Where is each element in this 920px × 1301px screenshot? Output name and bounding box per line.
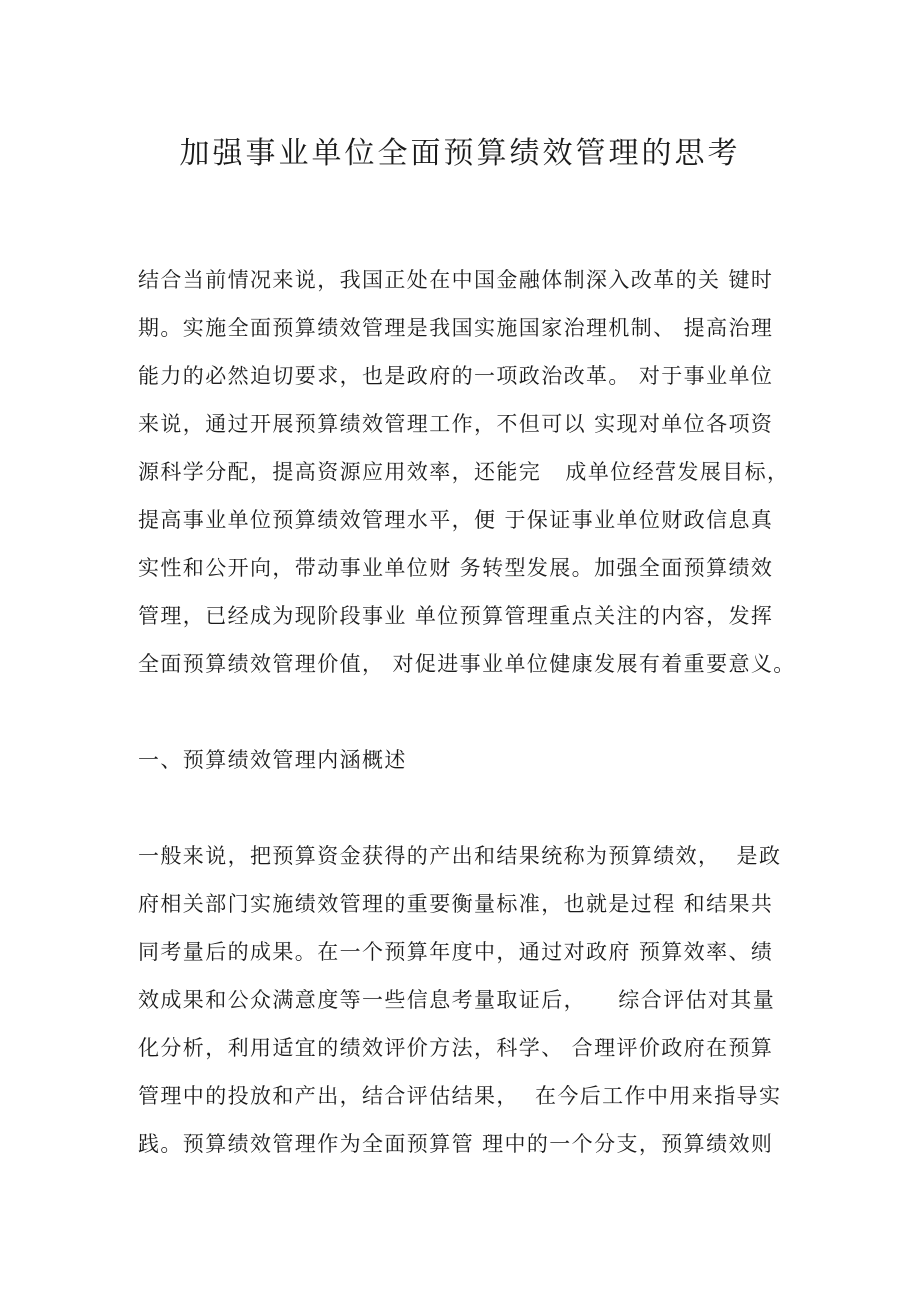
paragraph-line: 效成果和公众满意度等一些信息考量取证后， 综合评估对其量 xyxy=(138,988,776,1012)
paragraph-line: 来说，通过开展预算绩效管理工作，不但可以 实现对单位各项资 xyxy=(138,412,774,436)
paragraph-line: 管理中的投放和产出，结合评估结果， 在今后工作中用来指导实 xyxy=(138,1084,782,1108)
paragraph-line: 结合当前情况来说，我国正处在中国金融体制深入改革的关 键时 xyxy=(138,268,774,292)
paragraph-line: 同考量后的成果。在一个预算年度中，通过对政府 预算效率、绩 xyxy=(138,940,774,964)
paragraph-line: 府相关部门实施绩效管理的重要衡量标准，也就是过程 和结果共 xyxy=(138,892,774,916)
paragraph-line: 全面预算绩效管理价值， 对促进事业单位健康发展有着重要意义。 xyxy=(138,652,796,676)
intro-paragraph xyxy=(138,256,798,688)
paragraph-line: 期。实施全面预算绩效管理是我国实施国家治理机制、 提高治理 xyxy=(138,316,774,340)
section-heading xyxy=(138,736,798,784)
paragraph-line: 提高事业单位预算绩效管理水平，便 于保证事业单位财政信息真 xyxy=(138,508,774,532)
paragraph-line: 源科学分配，提高资源应用效率，还能完 成单位经营发展目标， xyxy=(138,460,790,484)
paragraph-line: 管理，已经成为现阶段事业 单位预算管理重点关注的内容，发挥 xyxy=(138,604,774,628)
paragraph-line: 化分析，利用适宜的绩效评价方法，科学、 合理评价政府在预算 xyxy=(138,1036,774,1060)
document-title: 加强事业单位全面预算绩效管理的思考 xyxy=(179,136,741,171)
paragraph-line: 一般来说，把预算资金获得的产出和结果统称为预算绩效， 是政 xyxy=(138,844,782,868)
paragraph-line: 实性和公开向，带动事业单位财 务转型发展。加强全面预算绩效 xyxy=(138,556,774,580)
section-heading-text: 一、预算绩效管理内涵概述 xyxy=(138,748,407,772)
section-paragraph xyxy=(138,832,798,1168)
paragraph-line: 践。预算绩效管理作为全面预算管 理中的一个分支，预算绩效则 xyxy=(138,1132,774,1156)
paragraph-line: 能力的必然迫切要求，也是政府的一项政治改革。 对于事业单位 xyxy=(138,364,774,388)
